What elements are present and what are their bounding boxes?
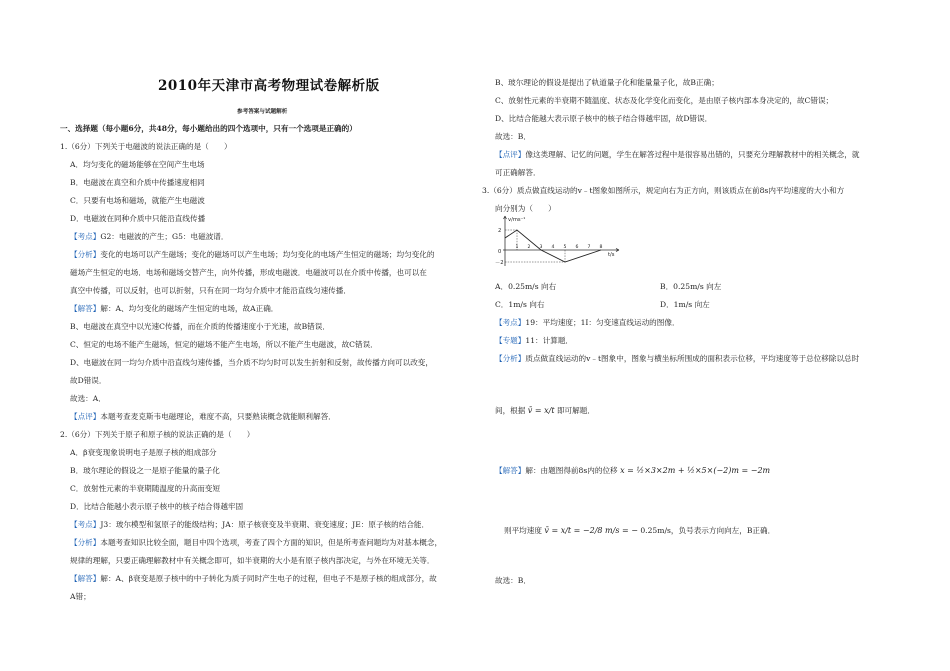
q1-kaodian: 【考点】G2：电磁波的产生；G5：电磁波谱． <box>70 232 229 241</box>
section-heading: 一、选择题（每小题6分，共48分，每小题给出的四个选项中，只有一个选项是正确的） <box>60 124 357 133</box>
tick-y-2: 2 <box>498 228 502 234</box>
q1-jieda-2: B、电磁波在真空中以光速C传播，而在介质的传播速度小于光速，故B错误． <box>70 322 330 331</box>
q3-option-c: C．1m/s 向右 <box>495 300 545 309</box>
q2-jieda-5: D、比结合能越大表示原子核中的核子结合得越牢固，故D错误． <box>495 114 713 123</box>
tick-x-7: 7 <box>587 245 591 250</box>
q1-fenxi-2: 磁场产生恒定的电场．电场和磁场交替产生，向外传播，形成电磁波．电磁波可以在介质中传播，也可以在 <box>70 268 427 277</box>
formula-displacement: x = ½×3×2m + ½×5×(−2)m = −2m <box>620 466 771 475</box>
q2-option-a: A．β衰变现象说明电子是原子核的组成部分 <box>70 448 217 457</box>
q3-option-b: B．0.25m/s 向左 <box>660 282 722 291</box>
q2-jieda-3: B、玻尔理论的假设是提出了轨道量子化和能量量子化，故B正确； <box>495 78 719 87</box>
q3-jieda-2: 则平均速度 v̄ = x/t = −2/8 m/s = − 0.25m/s，负号表示方向向左，B正确． <box>504 526 776 535</box>
q3-zhuanti: 【专题】11：计算题． <box>495 336 574 345</box>
tick-x-2: 2 <box>527 245 531 250</box>
formula-vbar: v̄ = x/t <box>527 406 555 415</box>
q3-fenxi-2: 间，根据 v̄ = x/t 即可解题． <box>495 406 595 415</box>
tick-x-8: 8 <box>599 245 603 250</box>
q2-jieda-1: 【解答】解：A、β衰变是原子核中的中子转化为质子同时产生电子的过程，但电子不是原子核的组成部分，故 <box>70 574 437 583</box>
q2-dianping-2: 可正确解答． <box>495 168 541 177</box>
q2-fenxi-1: 【分析】本题考查知识比较全面，题目中四个选项，考查了四个方面的知识，但是所考查问题均为对基本概念， <box>70 538 443 547</box>
vt-graph <box>495 214 625 270</box>
q3-jieda-1: 【解答】解：由题图得前8s内的位移 x = ½×3×2m + ½×5×(−2)m = −2m <box>495 466 771 475</box>
q1-fenxi-3: 真空中传播，可以反射，也可以折射，只有在同一均匀介质中才能沿直线匀速传播． <box>70 286 351 295</box>
q1-jieda-1: 【解答】解：A、均匀变化的磁场产生恒定的电场，故A正确． <box>70 304 279 313</box>
formula-avg-velocity: v̄ = x/t = −2/8 m/s = − <box>544 526 638 535</box>
q1-answer: 故选：A． <box>70 394 106 403</box>
q2-option-c: C．放射性元素的半衰期随温度的升高而变短 <box>70 484 221 493</box>
q3-stem-2: 向分别为（ ） <box>495 204 556 213</box>
q2-option-d: D．比结合能越小表示原子核中的核子结合得越牢固 <box>70 502 244 511</box>
q1-dianping: 【点评】本题考查麦克斯韦电磁理论，难度不高，只要熟读概念就能顺利解答． <box>70 412 336 421</box>
q2-fenxi-2: 规律的理解，只要正确理解教材中有关概念即可，如半衰期的大小是有原子核内部决定，与外在环境无关等． <box>70 556 435 565</box>
q3-answer: 故选：B． <box>495 576 531 585</box>
q1-option-d: D．电磁波在同种介质中只能沿直线传播 <box>70 214 206 223</box>
q1-jieda-3: C、恒定的电场不能产生磁场，恒定的磁场不能产生电场，所以不能产生电磁波，故C错误． <box>70 340 378 349</box>
q1-option-b: B．电磁波在真空和介质中传播速度相同 <box>70 178 205 187</box>
page-subtitle: 参考答案与试题解析 <box>237 109 288 115</box>
q3-option-d: D．1m/s 向左 <box>660 300 710 309</box>
page-title: 2010年天津市高考物理试卷解析版 <box>158 78 380 94</box>
q3-fenxi-1: 【分析】质点做直线运动的v﹣t图象中，图象与横坐标所围成的面积表示位移，平均速度等于总位移除以总时 <box>495 354 860 363</box>
tick-y-0: 0 <box>498 249 502 255</box>
q2-dianping-1: 【点评】像这类理解、记忆的问题，学生在解答过程中是很容易出错的，只要充分理解教材中的相关概念，就 <box>495 150 860 159</box>
q2-jieda-4: C、放射性元素的半衰期不随温度、状态及化学变化而变化，是由原子核内部本身决定的，故C错误； <box>495 96 834 105</box>
q1-option-a: A．均匀变化的磁场能够在空间产生电场 <box>70 160 205 169</box>
tick-x-3: 3 <box>539 245 543 250</box>
q1-fenxi-1: 【分析】变化的电场可以产生磁场；变化的磁场可以产生电场；均匀变化的电场产生恒定的磁场；均匀变化的 <box>70 250 435 259</box>
q3-option-a: A．0.25m/s 向右 <box>495 282 557 291</box>
q1-option-c: C．只要有电场和磁场，就能产生电磁波 <box>70 196 205 205</box>
tick-x-5: 5 <box>563 245 567 250</box>
x-axis-label: t/s <box>608 252 615 258</box>
tick-y-m2: －2 <box>495 260 504 266</box>
q1-jieda-5: 故D错误． <box>70 376 107 385</box>
q2-option-b: B．玻尔理论的假设之一是原子能量的量子化 <box>70 466 220 475</box>
tick-x-1: 1 <box>515 245 519 250</box>
q2-stem: 2.（6分）下列关于原子和原子核的说法正确的是（ ） <box>60 430 255 439</box>
q1-jieda-4: D、电磁波在同一均匀介质中沿直线匀速传播，当介质不均匀时可以发生折射和反射，故传播方向可以改变， <box>70 358 433 367</box>
x-ticks <box>516 244 603 250</box>
q2-jieda-2: A错； <box>70 592 91 601</box>
q2-kaodian: 【考点】J3：玻尔模型和氢原子的能级结构；JA：原子核衰变及半衰期、衰变速度；JE：原子核的结合能． <box>70 520 430 529</box>
q2-answer: 故选：B． <box>495 132 531 141</box>
q1-stem: 1.（6分）下列关于电磁波的说法正确的是（ ） <box>60 142 232 151</box>
q3-kaodian: 【考点】19：平均速度；1I：匀变速直线运动的图像． <box>495 318 680 327</box>
tick-x-4: 4 <box>551 245 555 250</box>
y-axis-label: v/ms⁻¹ <box>508 217 526 223</box>
tick-x-6: 6 <box>575 245 579 250</box>
q3-stem-1: 3.（6分）质点做直线运动的v﹣t图象如图所示，规定向右为正方向，则该质点在前8s内平均速度的大小和方 <box>482 186 845 195</box>
